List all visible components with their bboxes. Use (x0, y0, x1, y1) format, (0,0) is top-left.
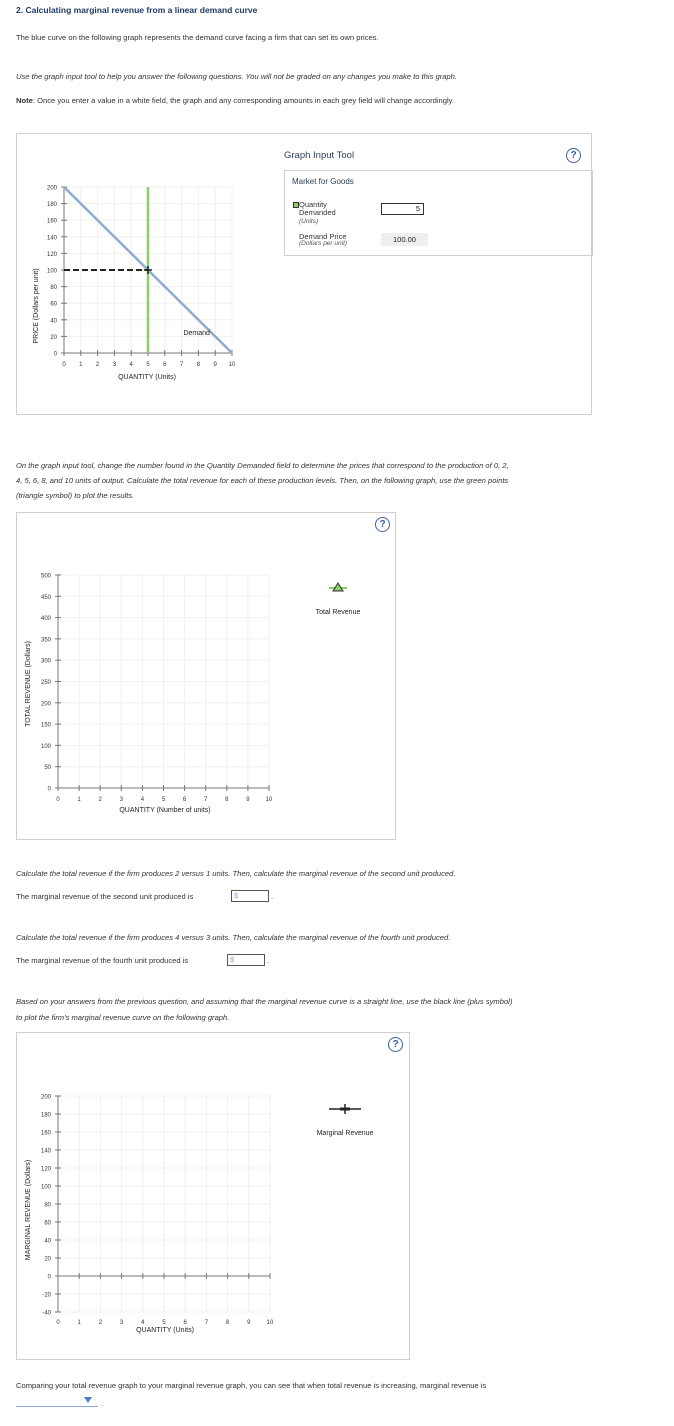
x-tick-label: 3 (112, 362, 117, 368)
graph-input-tool (284, 170, 593, 256)
legend-marginal-revenue: Marginal Revenue (316, 1130, 374, 1137)
y-tick-label: 200 (46, 185, 57, 192)
marginal-revenue-panel (16, 1032, 410, 1360)
triangle-tool-icon[interactable] (329, 583, 347, 591)
x-tick-label: 9 (246, 797, 250, 803)
y-tick-label: 180 (46, 202, 57, 209)
x-tick-label: 2 (98, 1320, 103, 1326)
x-tick-label: 5 (162, 1320, 166, 1326)
y-axis-label: TOTAL REVENUE (Dollars) (25, 641, 32, 727)
y-tick-label: 100 (40, 743, 51, 750)
y-tick-label: 160 (46, 218, 57, 225)
x-tick-label: 5 (146, 362, 150, 368)
x-tick-label: 1 (79, 362, 83, 368)
x-tick-label: 3 (119, 1320, 124, 1326)
y-tick-label: 0 (53, 351, 57, 358)
y-tick-label: 120 (40, 1166, 51, 1173)
y-tick-label: 100 (40, 1184, 51, 1191)
x-tick-label: 2 (98, 797, 102, 803)
instruction-text-2c: (triangle symbol) to plot the results. (16, 491, 135, 500)
y-tick-label: 450 (40, 594, 51, 601)
answer-dropdown[interactable] (16, 1398, 98, 1407)
y-tick-label: 40 (44, 1238, 51, 1245)
y-tick-label: 140 (46, 235, 57, 242)
plus-tool-icon[interactable] (329, 1104, 361, 1114)
x-tick-label: 10 (228, 362, 236, 368)
x-axis-label: QUANTITY (Units) (136, 1327, 194, 1334)
x-tick-label: 0 (62, 362, 66, 368)
x-tick-label: 9 (213, 362, 217, 368)
price-label: Demand Price (299, 232, 347, 241)
help-icon[interactable]: ? (566, 148, 581, 163)
x-axis-label: QUANTITY (Number of units) (119, 807, 211, 814)
final-period: . (101, 1399, 104, 1408)
y-tick-label: 60 (44, 1220, 51, 1227)
y-axis-label: MARGINAL REVENUE (Dollars) (25, 1159, 32, 1261)
y-tick-label: 200 (40, 1094, 51, 1101)
q2-label: The marginal revenue of the fourth unit produced is (16, 956, 189, 965)
y-tick-label: 180 (40, 1112, 51, 1119)
x-tick-label: 10 (265, 797, 273, 803)
x-tick-label: 9 (247, 1320, 251, 1326)
demand-graph-panel (16, 133, 592, 415)
legend-total-revenue: Total Revenue (315, 609, 361, 616)
y-tick-label: 250 (40, 680, 51, 686)
help-icon[interactable]: ? (375, 517, 390, 532)
y-tick-label: 40 (50, 318, 57, 325)
final-question: Comparing your total revenue graph to your marginal revenue graph, you can see that when total revenue is increasing, marginal revenue is (16, 1381, 487, 1390)
note-text (16, 93, 454, 108)
x-tick-label: 6 (183, 1320, 187, 1326)
total-revenue-panel (16, 512, 396, 840)
y-tick-label: 300 (40, 658, 51, 665)
q1-answer-input[interactable]: $ (231, 890, 269, 902)
x-tick-label: 4 (140, 797, 145, 803)
y-tick-label: 60 (50, 301, 57, 308)
y-tick-label: 350 (40, 637, 51, 644)
y-tick-label: -20 (42, 1292, 51, 1299)
q1-period: . (271, 892, 274, 901)
x-axis-label: QUANTITY (Units) (118, 374, 176, 381)
q1-label: The marginal revenue of the second unit produced is (16, 892, 194, 901)
y-tick-label: 400 (40, 616, 51, 623)
y-tick-label: 120 (46, 251, 57, 258)
x-tick-label: 8 (225, 797, 229, 803)
q2-answer-input[interactable]: $ (227, 954, 265, 966)
x-tick-label: 1 (77, 1320, 81, 1326)
help-icon[interactable]: ? (388, 1037, 403, 1052)
x-tick-label: 0 (56, 797, 60, 803)
instruction-text: Use the graph input tool to help you answer the following questions. You will not be graded on any changes you make to this graph. (16, 72, 458, 81)
price-unit: (Dollars per unit) (299, 240, 348, 247)
y-tick-label: 0 (47, 786, 51, 793)
page-title: 2. Calculating marginal revenue from a linear demand curve (16, 5, 258, 15)
x-tick-label: 7 (204, 797, 208, 803)
y-tick-label: 0 (47, 1274, 51, 1281)
instruction-text-2b: 4, 5, 6, 8, and 10 units of output. Calculate the total revenue for each of these production levels. Then, on the following graph, use the green points (16, 476, 509, 485)
x-tick-label: 7 (204, 1320, 209, 1326)
marginal-revenue-chart[interactable] (17, 1033, 409, 1359)
q2-instruction: Calculate the total revenue if the firm produces 4 versus 3 units. Then, calculate the marginal revenue of the fourth unit produced. (16, 933, 451, 942)
instruction-text-2: On the graph input tool, change the number found in the Quantity Demanded field to determine the prices that correspond to the production of 0, 2, (16, 461, 509, 470)
x-tick-label: 7 (179, 362, 184, 368)
market-label: Market for Goods (292, 177, 354, 186)
intro-text: The blue curve on the following graph represents the demand curve facing a firm that can set its own prices. (16, 33, 379, 42)
y-tick-label: 200 (40, 701, 51, 708)
y-tick-label: 50 (44, 765, 51, 772)
quantity-label: Quantity Demanded (299, 200, 336, 217)
y-tick-label: 20 (44, 1256, 51, 1263)
x-tick-label: 4 (129, 362, 133, 368)
y-tick-label: -40 (42, 1310, 51, 1317)
x-tick-label: 6 (163, 362, 167, 368)
note-label: Note (16, 96, 33, 105)
q1-instruction: Calculate the total revenue if the firm produces 2 versus 1 units. Then, calculate the marginal revenue of the second unit produced. (16, 869, 456, 878)
total-revenue-chart[interactable] (17, 513, 395, 839)
x-tick-label: 5 (161, 797, 166, 803)
y-tick-label: 20 (50, 334, 57, 341)
y-tick-label: 80 (44, 1202, 51, 1209)
quantity-unit: (Units) (299, 218, 319, 225)
instruction-text-3b: to plot the firm's marginal revenue curve on the following graph. (16, 1013, 230, 1022)
x-tick-label: 10 (266, 1320, 274, 1326)
y-tick-label: 140 (40, 1148, 51, 1155)
demand-price-value: 100.00 (381, 233, 428, 246)
y-tick-label: 160 (40, 1130, 51, 1137)
y-tick-label: 500 (40, 573, 51, 580)
x-tick-label: 1 (77, 797, 81, 803)
demand-chart[interactable] (17, 134, 283, 414)
x-tick-label: 0 (56, 1320, 60, 1326)
x-tick-label: 4 (141, 1320, 145, 1326)
x-tick-label: 8 (225, 1320, 230, 1326)
tool-title: Graph Input Tool (284, 150, 355, 161)
demand-curve-label: Demand (183, 330, 210, 338)
chevron-down-icon (84, 1397, 92, 1403)
x-tick-label: 8 (196, 362, 201, 368)
x-tick-label: 6 (182, 797, 187, 803)
y-tick-label: 150 (40, 722, 51, 729)
quantity-demanded-input[interactable]: 5 (381, 203, 424, 215)
y-tick-label: 80 (50, 285, 57, 292)
x-tick-label: 3 (119, 797, 123, 803)
instruction-text-3: Based on your answers from the previous question, and assuming that the marginal revenue curve is a straight line, use the black line (plus symbol) (16, 997, 513, 1006)
y-tick-label: 100 (46, 268, 57, 275)
q2-period: . (267, 956, 270, 965)
note-body: : Once you enter a value in a white field, the graph and any corresponding amounts in each grey field will change accordingly. (32, 96, 455, 105)
y-axis-label: PRICE (Dollars per unit) (33, 268, 40, 344)
x-tick-label: 2 (95, 362, 100, 368)
